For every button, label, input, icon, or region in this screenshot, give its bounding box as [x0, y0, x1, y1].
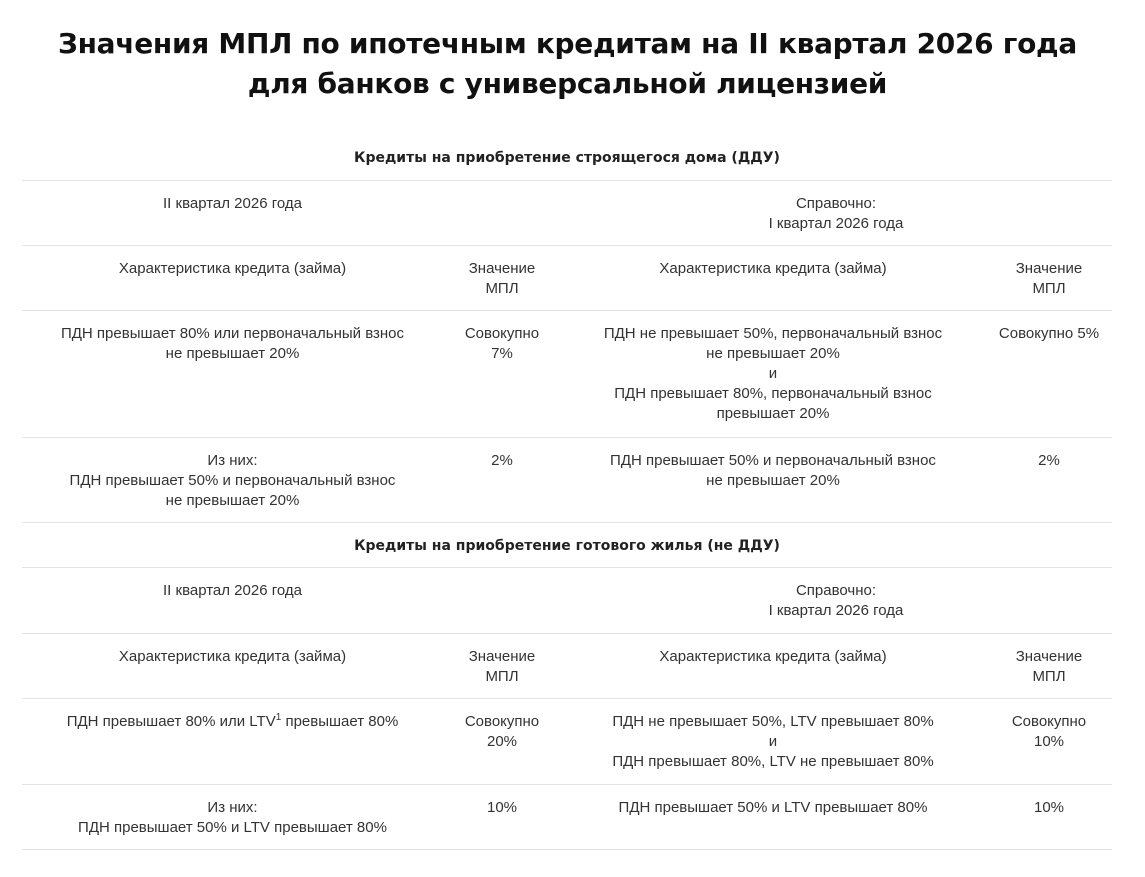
divider — [22, 310, 1112, 311]
divider — [22, 849, 1112, 850]
table-row-cur-value: 10% — [486, 799, 518, 816]
table-row-ref-char: ПДН превышает 50% и первоначальный взнос не превышает 20% — [610, 452, 936, 489]
page-title-line-1: Значения МПЛ по ипотечным кредитам на II квартал 2026 года — [58, 27, 1077, 60]
col-header-value: Значение МПЛ — [468, 260, 536, 297]
table-row-ref-char: ПДН не превышает 50%, первоначальный взнос не превышает 20% и ПДН превышает 80%, первоначальный взнос превышает 20% — [603, 325, 943, 422]
table-row-ref-char: ПДН превышает 50% и LTV превышает 80% — [618, 799, 928, 816]
table-row-cur-value: Совокупно 20% — [464, 713, 540, 750]
table-row-ref-char: ПДН не превышает 50%, LTV превышает 80% и ПДН превышает 80%, LTV не превышает 80% — [612, 713, 934, 770]
divider — [22, 633, 1112, 634]
period-reference: Справочно: I квартал 2026 года — [768, 582, 904, 619]
col-header-characteristic: Характеристика кредита (займа) — [118, 648, 347, 665]
table-row-ref-value: 2% — [1038, 452, 1060, 469]
divider — [22, 567, 1112, 568]
col-header-characteristic-ref: Характеристика кредита (займа) — [659, 260, 887, 277]
page-title — [0, 24, 1135, 104]
table-row-cur-value: Совокупно 7% — [464, 325, 540, 362]
footnote-marker: 1 — [275, 712, 282, 723]
period-reference: Справочно: I квартал 2026 года — [768, 195, 904, 232]
col-header-characteristic-ref: Характеристика кредита (займа) — [659, 648, 887, 665]
col-header-characteristic: Характеристика кредита (займа) — [118, 260, 347, 277]
divider — [22, 180, 1112, 181]
table-row-cur-value: 2% — [491, 452, 513, 469]
period-current: II квартал 2026 года — [163, 195, 302, 212]
section-title: Кредиты на приобретение строящегося дома (ДДУ) — [354, 150, 780, 166]
divider — [22, 784, 1112, 785]
divider — [22, 698, 1112, 699]
table-row-ref-value: 10% — [1033, 799, 1065, 816]
col-header-value-ref: Значение МПЛ — [1015, 260, 1083, 297]
section-title: Кредиты на приобретение готового жилья (не ДДУ) — [354, 538, 780, 554]
page-title-line-2: для банков с универсальной лицензией — [247, 67, 888, 100]
col-header-value: Значение МПЛ — [468, 648, 536, 685]
table-row-cur-char: Из них: ПДН превышает 50% и первоначальный взнос не превышает 20% — [69, 452, 396, 509]
col-header-value-ref: Значение МПЛ — [1015, 648, 1083, 685]
divider — [22, 245, 1112, 246]
period-current: II квартал 2026 года — [163, 582, 302, 599]
divider — [22, 437, 1112, 438]
table-row-ref-value: Совокупно 10% — [1011, 713, 1087, 750]
table-row-cur-char: Из них: ПДН превышает 50% и LTV превышает 80% — [78, 799, 387, 836]
table-row-cur-char: ПДН превышает 80% или LTV$^1$ превышает 80% — [66, 712, 399, 730]
table-row-cur-char: ПДН превышает 80% или первоначальный взнос не превышает 20% — [60, 325, 404, 362]
divider — [22, 522, 1112, 523]
table-row-ref-value: Совокупно 5% — [998, 325, 1100, 342]
